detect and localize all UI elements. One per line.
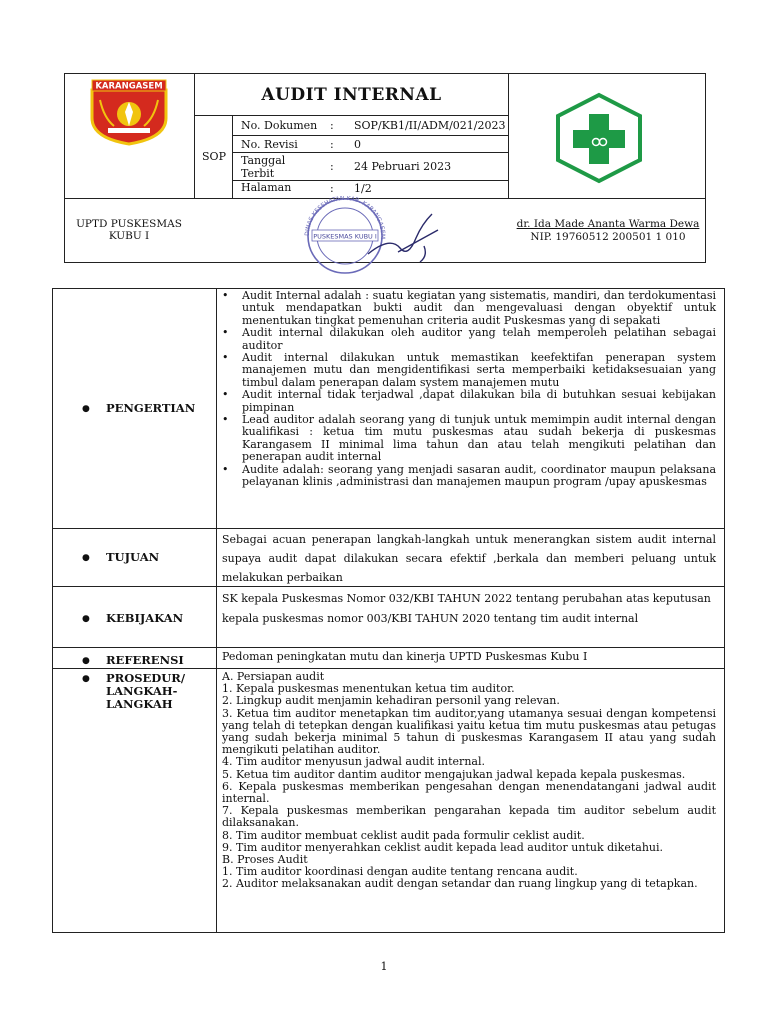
field-no-revisi-label: No. Revisi xyxy=(241,138,298,151)
prosedur-line: 6. Kepala puskesmas memberikan pengesahan dengan menendatangani jadwal audit internal. xyxy=(222,779,716,806)
signer-block xyxy=(512,218,704,244)
field-sep: : xyxy=(330,138,334,151)
label-tujuan: TUJUAN xyxy=(106,550,160,564)
svg-text:PUSKESMAS KUBU I: PUSKESMAS KUBU I xyxy=(313,232,377,241)
bullet-icon: ● xyxy=(82,656,90,666)
field-tanggal-label: Tanggal Terbit xyxy=(241,154,286,180)
label-prosedur xyxy=(106,672,185,711)
prosedur-line: 1. Tim auditor koordinasi dengan audite tentang rencana audit. xyxy=(222,865,578,879)
page-number: 1 xyxy=(380,960,388,973)
label-line: LANGKAH- xyxy=(106,684,178,698)
prosedur-line: 2. Auditor melaksanakan audit dengan setandar dan ruang lingkup yang di tetapkan. xyxy=(222,877,698,891)
field-tanggal-value: 24 Pebruari 2023 xyxy=(354,160,452,173)
divider xyxy=(232,152,508,153)
field-sep: : xyxy=(330,119,334,132)
unit-name xyxy=(65,218,193,242)
sop-label: SOP xyxy=(202,150,226,163)
prosedur-line: 9. Tim auditor menyerahkan ceklist audit kepada lead auditor untuk diketahui. xyxy=(222,840,664,854)
prosedur-line: 1. Kepala puskesmas menentukan ketua tim auditor. xyxy=(222,682,515,696)
pengertian-content xyxy=(222,290,716,489)
label-line: LANGKAH xyxy=(106,697,173,711)
field-no-dokumen-label: No. Dokumen xyxy=(241,119,318,132)
bullet-icon: ● xyxy=(82,553,90,563)
list-item: • Lead auditor adalah seorang yang di tunjuk untuk memimpin audit internal dengan kualifikasi : ketua tim mutu puskesmas atau sudah bekerja di puskesmas Karangasem II minimal lima tahun dan atau telah mengikuti pelatihan dan penerapan audit internal xyxy=(222,414,716,464)
list-item: • Audite adalah: seorang yang menjadi sasaran audit, coordinator maupun pelaksana pelayanan klinis ,administrasi dan manajemen maupun program /upay apuskesmas xyxy=(222,464,716,489)
divider xyxy=(52,528,725,529)
field-no-dokumen-value: SOP/KB1/II/ADM/021/2023 xyxy=(354,119,506,132)
divider xyxy=(52,668,725,669)
stamp-signature xyxy=(298,196,448,274)
karangasem-logo xyxy=(84,78,174,146)
prosedur-line: 5. Ketua tim auditor dantim auditor mengajukan jadwal kepada kepala puskesmas. xyxy=(222,767,686,781)
divider xyxy=(232,115,233,198)
bullet-icon: ● xyxy=(82,674,90,684)
field-halaman-label: Halaman xyxy=(241,181,292,194)
prosedur-line: 8. Tim auditor membuat ceklist audit pada formulir ceklist audit. xyxy=(222,828,585,842)
signer-name: dr. Ida Made Ananta Warma Dewa xyxy=(516,218,700,230)
svg-text:DINAS KESEHATAN KAB. KARANGASE: DINAS KESEHATAN KAB. KARANGASEM xyxy=(303,196,387,240)
divider xyxy=(52,647,725,648)
label-kebijakan: KEBIJAKAN xyxy=(106,611,184,625)
divider xyxy=(216,288,217,933)
document-title: AUDIT INTERNAL xyxy=(261,85,442,105)
field-halaman-value: 1/2 xyxy=(354,182,372,195)
unit-line: KUBU I xyxy=(108,230,150,242)
field-sep: : xyxy=(330,160,334,173)
divider xyxy=(232,135,508,136)
label-pengertian: PENGERTIAN xyxy=(106,401,196,415)
prosedur-line: 4. Tim auditor menyusun jadwal audit internal. xyxy=(222,755,485,769)
prosedur-line: 3. Ketua tim auditor menetapkan tim auditor,yang utamanya sesuai dengan kompetensi yang telah di tetepkan dengan kualifikasi yaitu ketua tim mutu puskesmas atau petugas yang sudah bekerja minimal 5 tahun di puskesmas Karangasem II atau yang sudah mengikuti pelatihan auditor. xyxy=(222,706,716,757)
divider xyxy=(194,115,508,116)
prosedur-line: B. Proses Audit xyxy=(222,853,308,867)
divider xyxy=(508,73,509,198)
prosedur-line: 7. Kepala puskesmas memberikan pengarahan kepada tim auditor sebelum audit dilaksanakan. xyxy=(222,804,716,830)
prosedur-line: A. Persiapan audit xyxy=(222,670,325,683)
puskesmas-cross-logo xyxy=(552,92,647,184)
label-referensi: REFERENSI xyxy=(106,653,184,667)
svg-text:KARANGASEM: KARANGASEM xyxy=(95,81,163,92)
bullet-icon: ● xyxy=(82,404,90,414)
prosedur-content xyxy=(222,671,716,891)
unit-line: UPTD PUSKESMAS xyxy=(76,218,182,230)
referensi-content: Pedoman peningkatan mutu dan kinerja UPTD Puskesmas Kubu I xyxy=(222,650,588,663)
list-item: • Audit internal tidak terjadwal ,dapat dilakukan bila di butuhkan sesuai kebijakan pimpinan xyxy=(222,389,716,414)
field-no-revisi-value: 0 xyxy=(354,138,361,151)
label-line: PROSEDUR/ xyxy=(106,671,186,685)
list-item: • Audit internal dilakukan oleh auditor yang telah memperoleh pelatihan sebagai auditor xyxy=(222,327,716,352)
kebijakan-content: SK kepala Puskesmas Nomor 032/KBI TAHUN 2022 tentang perubahan atas keputusan kepala puskesmas nomor 003/KBI TAHUN 2020 tentang tim audit internal xyxy=(222,592,711,625)
signer-nip: NIP. 19760512 200501 1 010 xyxy=(530,231,686,243)
list-item: • Audit internal dilakukan untuk memastikan keefektifan penerapan system manajemen mutu dan mengidentifikasi serta memperbaiki ketidaksesuaian yang timbul dalam penerapan dalam system manajemen mutu xyxy=(222,352,716,389)
bullet-icon: ● xyxy=(82,614,90,624)
field-sep: : xyxy=(330,182,334,195)
tujuan-content: Sebagai acuan penerapan langkah-langkah untuk menerangkan sistem audit internal supaya audit dapat dilakukan secara efektif ,berkala dan memberi peluang untuk melakukan perbaikan xyxy=(222,533,716,584)
prosedur-line: 2. Lingkup audit menjamin kehadiran personil yang relevan. xyxy=(222,694,560,708)
list-item: • Audit Internal adalah : suatu kegiatan yang sistematis, mandiri, dan terdokumentasi untuk mendapatkan bukti audit dan mengevaluasi dengan obyektif untuk menentukan tingkat pemenuhan criteria audit Puskesmas yang di sepakati xyxy=(222,290,716,327)
